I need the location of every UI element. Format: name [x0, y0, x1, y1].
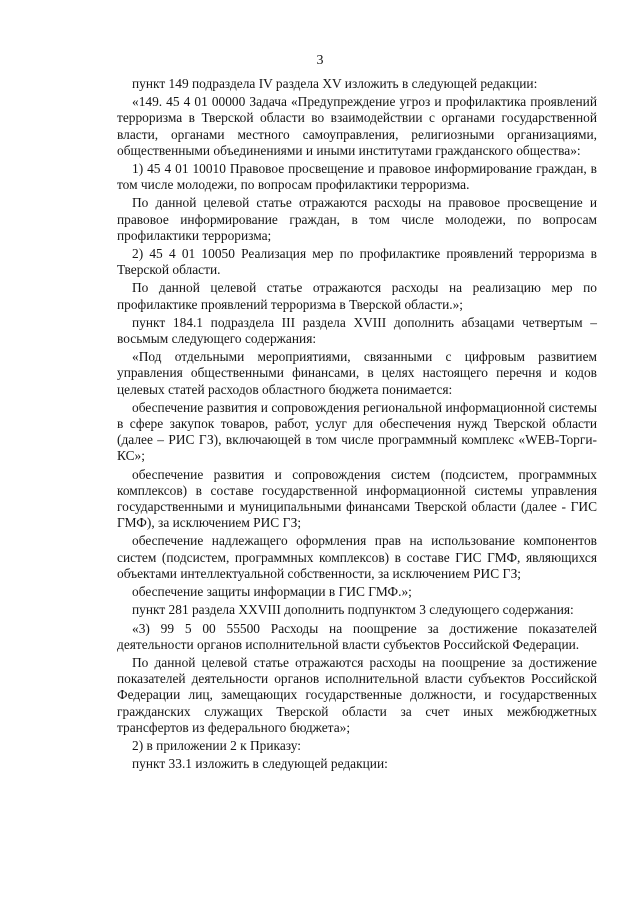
paragraph: 2) в приложении 2 к Приказу:: [132, 737, 302, 753]
paragraph: 1) 45 4 01 10010 Правовое просвещение и правовое информирование граждан, в том числе молодежи, по вопросам профилактики терроризма.: [117, 161, 597, 193]
paragraph: обеспечение надлежащего оформления прав на использование компонентов систем (подсистем, программных комплексов) в составе ГИС ГМФ, являющихся объектами интеллектуальной собственности, за исключением РИС ГЗ;: [117, 533, 597, 581]
paragraph: «149. 45 4 01 00000 Задача «Предупреждение угроз и профилактика проявлений терроризма в Тверской области во взаимодействии с органами государственной власти, органами местного самоуправления, религиозными организациями, общественными объединениями и иными институтами гражданского общества»:: [117, 94, 597, 158]
paragraph: пункт 184.1 подраздела III раздела XVIII дополнить абзацами четвертым – восьмым следующего содержания:: [117, 314, 597, 347]
paragraph: По данной целевой статье отражаются расходы на поощрение за достижение показателей деятельности органов исполнительной власти субъектов Российской Федерации лиц, замещающих государственные должности, и государственных гражданских служащих Тверской области за счет иных межбюджетных трансфертов из федерального бюджета»;: [117, 654, 597, 735]
paragraph: пункт 33.1 изложить в следующей редакции:: [132, 756, 388, 772]
paragraph: обеспечение защиты информации в ГИС ГМФ.»;: [132, 584, 412, 600]
paragraph: пункт 149 подраздела IV раздела XV изложить в следующей редакции:: [132, 76, 538, 91]
paragraph: По данной целевой статье отражаются расходы на реализацию мер по профилактике проявлений терроризма в Тверской области.»;: [117, 280, 597, 312]
paragraph: обеспечение развития и сопровождения систем (подсистем, программных комплексов) в составе государственной информационной системы управления государственными и муниципальными финансами Тверской области (далее - ГИС ГМФ), за исключением РИС ГЗ;: [117, 466, 597, 531]
paragraph: обеспечение развития и сопровождения региональной информационной системы в сфере закупок товаров, работ, услуг для обеспечения нужд Тверской области (далее – РИС ГЗ), включающей в том числе программный комплекс «WEB-Торги-КС»;: [117, 399, 597, 464]
paragraph: «Под отдельными мероприятиями, связанными с цифровым развитием управления общественными финансами, в целях настоящего перечня и кодов целевых статей расходов областного бюджета понимается:: [117, 349, 597, 397]
paragraph: «3) 99 5 00 55500 Расходы на поощрение за достижение показателей деятельности органов исполнительной власти субъектов Российской Федерации.: [117, 620, 597, 652]
document-body: [117, 76, 597, 774]
page-number: 3: [316, 53, 324, 68]
paragraph: пункт 281 раздела XXVIII дополнить подпунктом 3 следующего содержания:: [132, 602, 574, 618]
paragraph: 2) 45 4 01 10050 Реализация мер по профилактике проявлений терроризма в Тверской области.: [117, 246, 597, 278]
paragraph: По данной целевой статье отражаются расходы на правовое просвещение и правовое информирование граждан, в том числе молодежи, по вопросам профилактики терроризма;: [117, 195, 597, 243]
